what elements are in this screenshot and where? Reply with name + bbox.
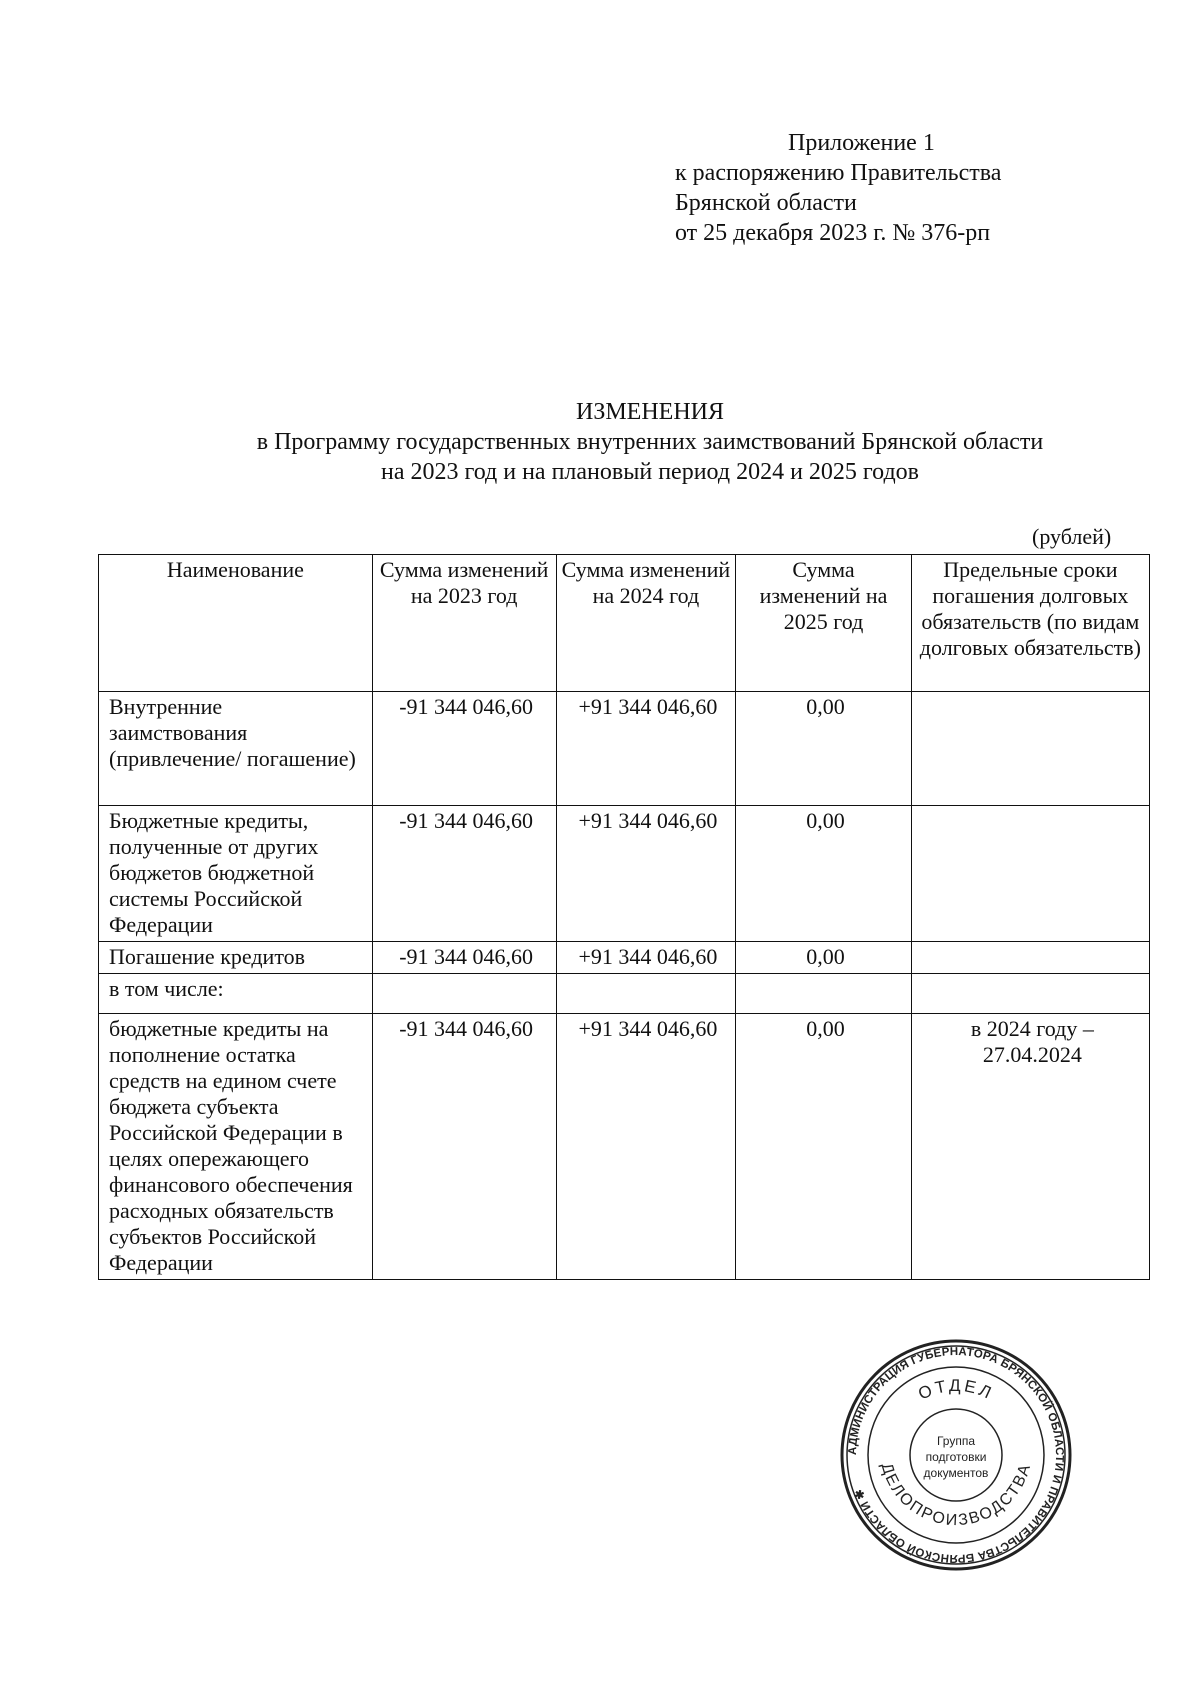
row-2025: 0,00	[736, 692, 912, 806]
annex-number: Приложение 1	[788, 130, 935, 156]
row-2024: +91 344 046,60	[556, 692, 736, 806]
row-name: бюджетные кредиты на пополнение остатка средств на едином счете бюджета субъекта Российской Федерации в целях опережающего финансового обеспечения расходных обязательств субъектов Российской Федерации	[99, 1014, 373, 1280]
header-name: Наименование	[99, 555, 373, 692]
stamp-outer-text: АДМИНИСТРАЦИЯ ГУБЕРНАТОРА БРЯНСКОЙ ОБЛАСТИ И ПРАВИТЕЛЬСТВА БРЯНСКОЙ ОБЛАСТИ ✱	[846, 1345, 1066, 1565]
borrowings-table	[98, 554, 1150, 1280]
row-term	[911, 974, 1149, 1014]
row-2025: 0,00	[736, 942, 912, 974]
row-2024: +91 344 046,60	[556, 1014, 736, 1280]
table-row	[99, 942, 1150, 974]
table-row	[99, 806, 1150, 942]
row-term	[911, 806, 1149, 942]
row-term	[911, 692, 1149, 806]
header-2025: Сумма изменений на 2025 год	[736, 555, 912, 692]
stamp-center-line-1: Группа	[936, 1434, 976, 1448]
table-header-row	[99, 555, 1150, 692]
row-name: Погашение кредитов	[99, 942, 373, 974]
title-sub-2: на 2023 год и на плановый период 2024 и 2025 годов	[380, 459, 920, 485]
title-sub-1: в Программу государственных внутренних заимствований Брянской области	[256, 429, 1044, 455]
header-2023: Сумма изменений на 2023 год	[372, 555, 556, 692]
row-2024	[556, 974, 736, 1014]
table-row	[99, 974, 1150, 1014]
stamp-top-word: ОТДЕЛ	[915, 1375, 997, 1404]
row-name: в том числе:	[99, 974, 373, 1014]
annex-region: Брянской области	[675, 190, 857, 216]
table-row	[99, 692, 1150, 806]
stamp-center-line-2: подготовки	[925, 1450, 987, 1464]
svg-text:ОТДЕЛ	[915, 1376, 996, 1404]
office-stamp	[838, 1337, 1074, 1573]
row-2023: -91 344 046,60	[372, 692, 556, 806]
row-2025	[736, 974, 912, 1014]
row-name: Бюджетные кредиты, полученные от других бюджетов бюджетной системы Российской Федерации	[99, 806, 373, 942]
row-2024: +91 344 046,60	[556, 806, 736, 942]
row-term: в 2024 году – 27.04.2024	[911, 1014, 1149, 1280]
title-main: ИЗМЕНЕНИЯ	[575, 399, 725, 425]
units-label: (рублей)	[1032, 524, 1112, 549]
row-2023: -91 344 046,60	[372, 942, 556, 974]
annex-block	[675, 128, 1001, 248]
row-2023: -91 344 046,60	[372, 1014, 556, 1280]
stamp-bottom-word: ДЕЛОПРОИЗВОДСТВА	[877, 1461, 1035, 1530]
stamp-icon	[838, 1337, 1074, 1573]
header-2024: Сумма изменений на 2024 год	[556, 555, 736, 692]
row-2023	[372, 974, 556, 1014]
row-2025: 0,00	[736, 806, 912, 942]
document-title	[100, 397, 1200, 487]
stamp-center-line-3: документов	[923, 1466, 989, 1480]
header-terms: Предельные сроки погашения долговых обязательств (по видам долговых обязательств)	[911, 555, 1149, 692]
row-2023: -91 344 046,60	[372, 806, 556, 942]
annex-date-number: от 25 декабря 2023 г. № 376-рп	[675, 220, 991, 246]
table-row	[99, 1014, 1150, 1280]
row-2025: 0,00	[736, 1014, 912, 1280]
annex-order-ref: к распоряжению Правительства	[675, 160, 1002, 186]
row-name: Внутренние заимствования (привлечение/ погашение)	[99, 692, 373, 806]
row-term	[911, 942, 1149, 974]
row-2024: +91 344 046,60	[556, 942, 736, 974]
